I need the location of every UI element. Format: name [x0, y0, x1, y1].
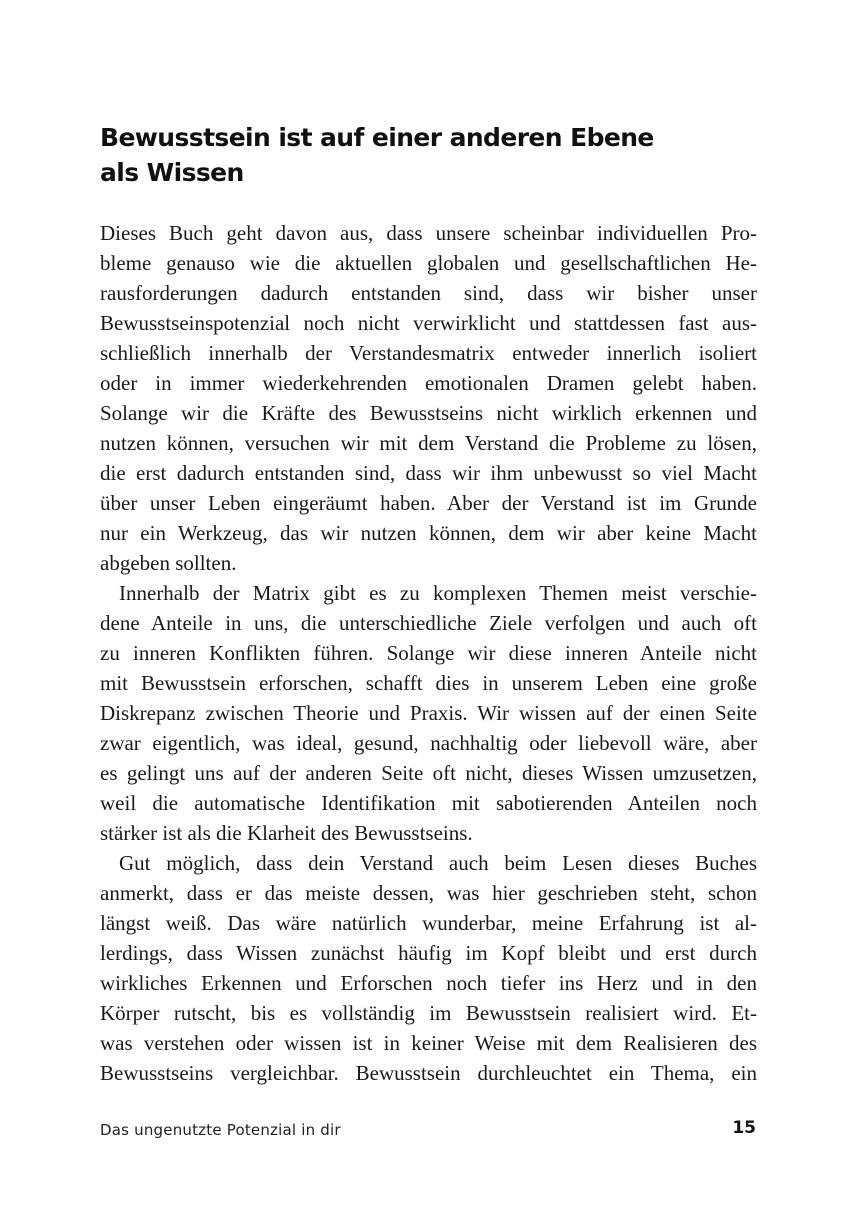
text-line: dene Anteile in uns, die unterschiedliche Ziele verfolgen und auch oft — [100, 611, 757, 635]
text-line: Diskrepanz zwischen Theorie und Praxis. Wir wissen auf der einen Seite — [100, 701, 757, 725]
text-line: Gut möglich, dass dein Verstand auch beim Lesen dieses Buches — [119, 851, 757, 875]
text-line: nutzen können, versuchen wir mit dem Verstand die Probleme zu lösen, — [100, 431, 757, 455]
text-line: zu inneren Konflikten führen. Solange wir diese inneren Anteile nicht — [100, 641, 757, 665]
text-line: lerdings, dass Wissen zunächst häufig im Kopf bleibt und erst durch — [100, 941, 757, 965]
text-line: weil die automatische Identifikation mit sabotierenden Anteilen noch — [100, 791, 757, 815]
text-line: schließlich innerhalb der Verstandesmatrix entweder innerlich isoliert — [100, 341, 757, 365]
text-line: Körper rutscht, bis es vollständig im Bewusstsein realisiert wird. Et- — [100, 1001, 757, 1025]
text-line: wirkliches Erkennen und Erforschen noch tiefer ins Herz und in den — [100, 971, 757, 995]
text-line: Dieses Buch geht davon aus, dass unsere scheinbar individuellen Pro- — [100, 221, 757, 245]
heading-line-2: als Wissen — [100, 158, 244, 187]
text-line: Innerhalb der Matrix gibt es zu komplexen Themen meist verschie- — [119, 581, 757, 605]
section-heading — [100, 120, 760, 190]
text-line: nur ein Werkzeug, das wir nutzen können, dem wir aber keine Macht — [100, 521, 757, 545]
body-text — [100, 218, 757, 1088]
running-footer-title: Das ungenutzte Potenzial in dir — [100, 1121, 341, 1139]
text-line: oder in immer wiederkehrenden emotionalen Dramen gelebt haben. — [100, 371, 757, 395]
text-line: längst weiß. Das wäre natürlich wunderbar, meine Erfahrung ist al- — [100, 911, 757, 935]
text-line: abgeben sollten. — [100, 551, 237, 575]
text-line: Solange wir die Kräfte des Bewusstseins nicht wirklich erkennen und — [100, 401, 757, 425]
text-line: mit Bewusstsein erforschen, schafft dies in unserem Leben eine große — [100, 671, 757, 695]
text-line: Bewusstseinspotenzial noch nicht verwirklicht und stattdessen fast aus- — [100, 311, 757, 335]
text-line: anmerkt, dass er das meiste dessen, was hier geschrieben steht, schon — [100, 881, 757, 905]
page-number: 15 — [732, 1118, 756, 1138]
text-line: was verstehen oder wissen ist in keiner Weise mit dem Realisieren des — [100, 1031, 757, 1055]
text-line: die erst dadurch entstanden sind, dass wir ihm unbewusst so viel Macht — [100, 461, 757, 485]
text-line: stärker ist als die Klarheit des Bewusstseins. — [100, 821, 473, 845]
text-line: Bewusstseins vergleichbar. Bewusstsein durchleuchtet ein Thema, ein — [100, 1061, 757, 1085]
text-line: es gelingt uns auf der anderen Seite oft nicht, dieses Wissen umzusetzen, — [100, 761, 757, 785]
text-line: zwar eigentlich, was ideal, gesund, nachhaltig oder liebevoll wäre, aber — [100, 731, 757, 755]
text-line: rausforderungen dadurch entstanden sind, dass wir bisher unser — [100, 281, 757, 305]
heading-line-1: Bewusstsein ist auf einer anderen Ebene — [100, 123, 654, 152]
text-line: über unser Leben eingeräumt haben. Aber der Verstand ist im Grunde — [100, 491, 757, 515]
text-line: bleme genauso wie die aktuellen globalen und gesellschaftlichen He- — [100, 251, 757, 275]
